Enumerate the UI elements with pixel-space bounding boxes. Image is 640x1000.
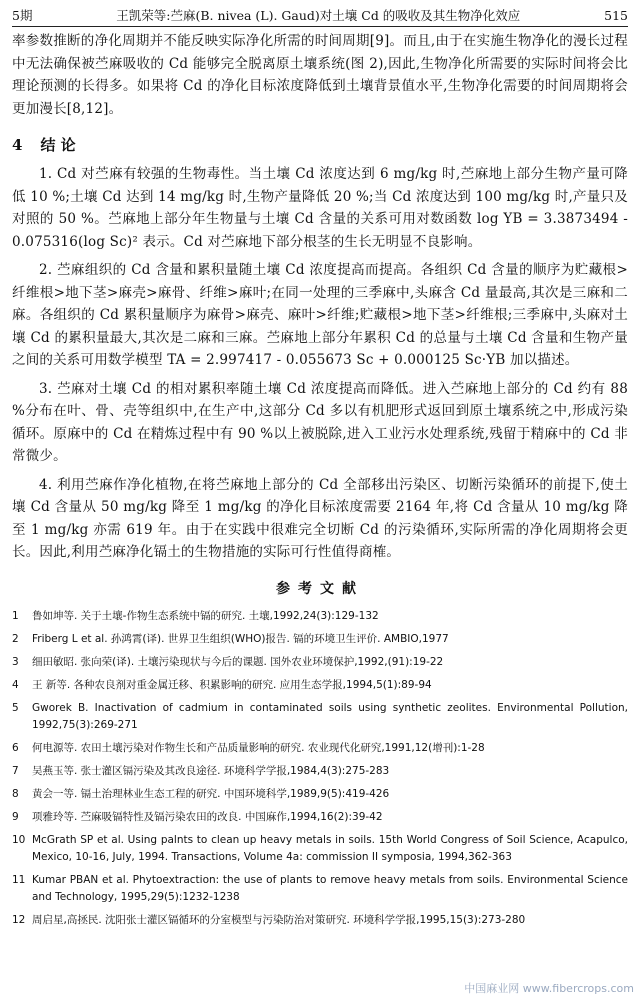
- reference-item: 2 Friberg L et al. 孙鸿霄(译). 世界卫生组织(WHO)报告. 镉的环境卫生评价. AMBIO,1977: [12, 632, 449, 645]
- reference-item: 1 鲁如坤等. 关于土壤-作物生态系统中镉的研究. 土壤,1992,24(3):129-132: [12, 609, 379, 622]
- running-header: [12, 4, 628, 27]
- references-heading: 参考文献: [276, 580, 364, 597]
- section-number: 4: [12, 136, 23, 154]
- conclusion-paragraph-3: 3. 苎麻对土壤 Cd 的相对累积率随土壤 Cd 浓度提高而降低。进入苎麻地上部分的 Cd 约有 88 %分布在叶、骨、壳等组织中,在生产中,这部分 Cd 多以有机肥形式返回到原土壤系统之中,形成污染循环。原麻中的 Cd 在精炼过程中有 90 %以上被脱除,进入工业污水处理系统,残留于精麻中的 Cd 非常微少。: [12, 380, 628, 464]
- intro-paragraph: 率参数推断的净化周期并不能反映实际净化所需的时间周期[9]。而且,由于在实施生物净化的漫长过程中无法确保被苎麻吸收的 Cd 能够完全脱离原土壤系统(图 2),因此,生物净化所需要的实际时间将会比理论预测的长得多。如果将 Cd 的净化目标浓度降低到土壤背景值水平,生物净化需要的时间周期将会更加漫长[8,12]。: [12, 33, 628, 117]
- reference-item: 8 黄会一等. 镉土治理林业生态工程的研究. 中国环境科学,1989,9(5):419-426: [12, 787, 390, 800]
- reference-item: 10 McGrath SP et al. Using palnts to clean up heavy metals in soils. 15th World Congress of Soil Science, Acapulco, Mexico, 10-16, July, 1994. Transactions, Volume 4a: commission II symposia, 1994,362-363: [12, 833, 628, 863]
- conclusion-paragraph-1: 1. Cd 对苎麻有较强的生物毒性。当土壤 Cd 浓度达到 6 mg/kg 时,苎麻地上部分生物产量可降低 10 %;土壤 Cd 达到 14 mg/kg 时,生物产量降低 20 %;当 Cd 浓度达到 100 mg/kg 时,产量只及对照的 50 %。苎麻地上部分年生物量与土壤 Cd 含量的关系可用对数函数 log YB = 3.3873494 - 0.075316(log Sc)² 表示。Cd 对苎麻地下部分根茎的生长无明显不良影响。: [12, 166, 628, 250]
- section-heading: [12, 134, 628, 155]
- header-issue: 5期: [12, 8, 33, 23]
- conclusion-paragraph-4: 4. 利用苎麻作净化植物,在将苎麻地上部分的 Cd 全部移出污染区、切断污染循环的前提下,使土壤 Cd 含量从 50 mg/kg 降至 1 mg/kg 的净化目标浓度需要 2164 年,将 Cd 含量从 10 mg/kg 降至 1 mg/kg 亦需 619 年。由于在实践中很难完全切断 Cd 的污染循环,实际所需的净化周期将会更长。因此,利用苎麻净化镉土的生物措施的实际可行性值得商榷。: [12, 476, 628, 560]
- main-text: [12, 30, 628, 935]
- watermark: 中国麻业网 www.fibercrops.com: [464, 982, 634, 995]
- reference-item: 7 吴燕玉等. 张士灌区镉污染及其改良途径. 环境科学学报,1984,4(3):275-283: [12, 764, 390, 777]
- reference-item: 5 Gworek B. Inactivation of cadmium in contaminated soils using synthetic zeolites. Environmental Pollution, 1992,75(3):269-271: [12, 701, 628, 731]
- reference-item: 4 王 新等. 各种农良剂对重金属迁移、积累影响的研究. 应用生态学报,1994,5(1):89-94: [12, 678, 432, 691]
- reference-list: [12, 608, 628, 929]
- section-title: 结 论: [40, 136, 76, 154]
- reference-item: 3 细田敏昭. 张向荣(译). 土壤污染现状与今后的课题. 国外农业环境保护,1992,(91):19-22: [12, 655, 444, 668]
- conclusion-paragraph-2: 2. 苎麻组织的 Cd 含量和累积量随土壤 Cd 浓度提高而提高。各组织 Cd 含量的顺序为贮藏根>纤维根>地下茎>麻壳>麻骨、纤维>麻叶;在同一处理的三季麻中,头麻含 Cd 量最高,其次是三麻和二麻。各组织的 Cd 累积量顺序为麻骨>麻壳、麻叶>纤维;贮藏根>地下茎>纤维根;三季麻中,头麻对土壤 Cd 的累积量最大,其次是二麻和三麻。苎麻地上部分年累积 Cd 的总量与土壤 Cd 含量和生物产量之间的关系可用数学模型 TA = 2.997417 - 0.055673 Sc + 0.000125 Sc·YB 加以描述。: [12, 262, 628, 368]
- page-number: 515: [604, 7, 628, 23]
- reference-item: 11 Kumar PBAN et al. Phytoextraction: the use of plants to remove heavy metals from soils. Environmental Science and Technology, 1995,29(5):1232-1238: [12, 873, 628, 903]
- reference-item: 12 周启星,高拯民. 沈阳张士灌区镉循环的分室模型与污染防治对策研究. 环境科学学报,1995,15(3):273-280: [12, 913, 526, 926]
- header-title: 王凯荣等:苎麻(B. nivea (L). Gaud)对土壤 Cd 的吸收及其生物净化效应: [116, 8, 521, 23]
- reference-item: 9 项雅玲等. 苎麻吸镉特性及镉污染农田的改良. 中国麻作,1994,16(2):39-42: [12, 810, 383, 823]
- reference-item: 6 何电源等. 农田土壤污染对作物生长和产品质量影响的研究. 农业现代化研究,1991,12(增刊):1-28: [12, 741, 485, 754]
